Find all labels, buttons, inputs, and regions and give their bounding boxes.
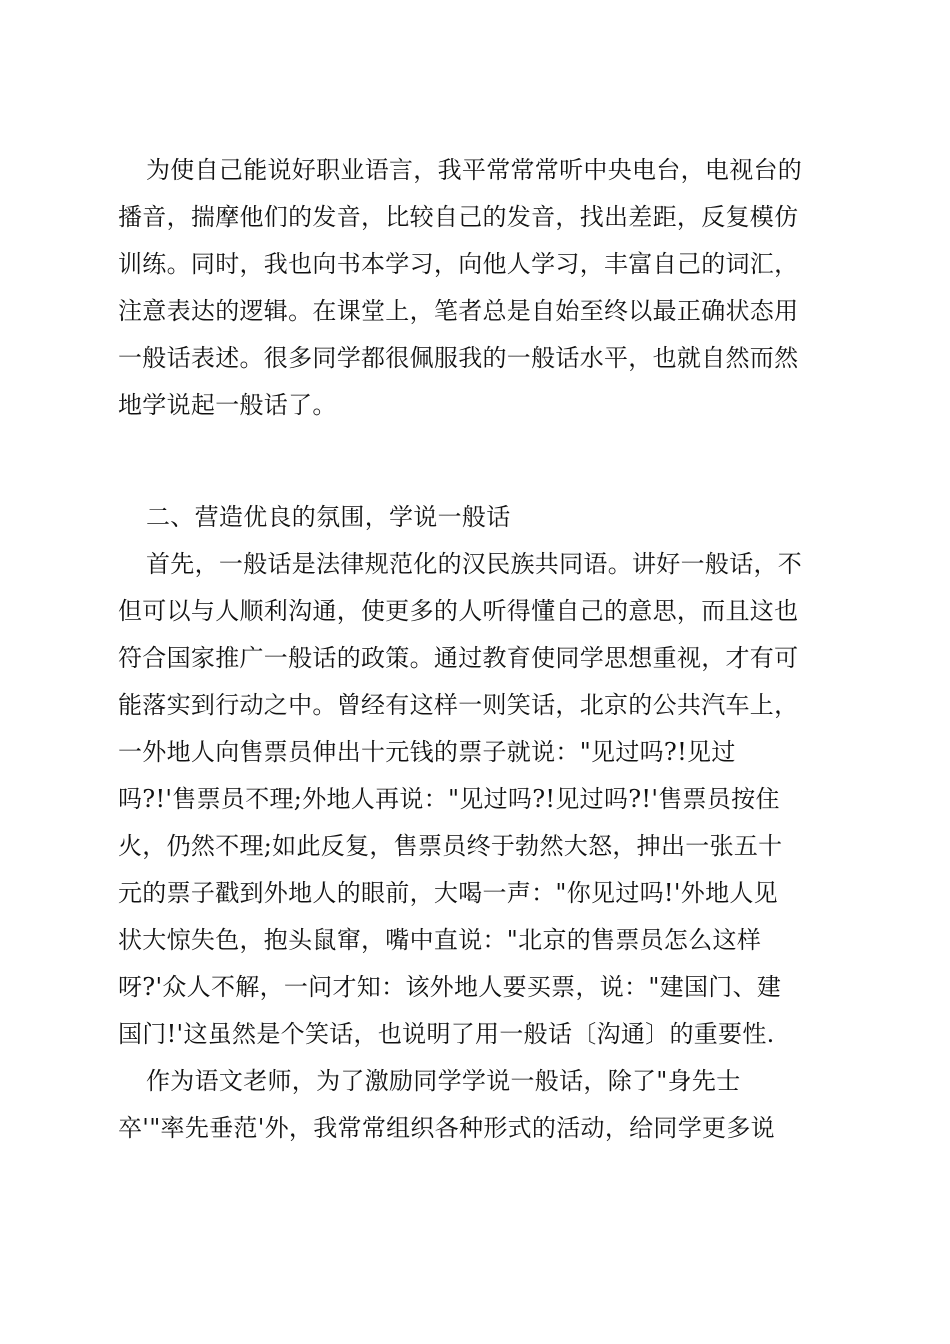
paragraph-2-line-5: 一外地人向售票员伸出十元钱的票子就说："见过吗?!见过 (118, 738, 736, 766)
paragraph-3-line-1: 作为语文老师，为了激励同学学说一般话，除了"身先士 (146, 1067, 741, 1095)
paragraph-2-line-8: 元的票子戳到外地人的眼前，大喝一声："你见过吗!'外地人见 (118, 879, 778, 907)
paragraph-2-line-1: 首先，一般话是法律规范化的汉民族共同语。讲好一般话，不 (146, 550, 803, 578)
paragraph-3-line-2: 卒'"率先垂范'外，我常常组织各种形式的活动，给同学更多说 (118, 1114, 775, 1142)
paragraph-1-line-3: 训练。同时，我也向书本学习，向他人学习，丰富自己的词汇， (118, 250, 799, 278)
paragraph-2-line-9: 状大惊失色，抱头鼠窜，嘴中直说："北京的售票员怎么这样 (118, 926, 762, 954)
paragraph-2-line-11: 国门!'这虽然是个笑话，也说明了用一般话〔沟通〕的重要性. (118, 1020, 775, 1048)
paragraph-2-line-3: 符合国家推广一般话的政策。通过教育使同学思想重视，才有可 (118, 644, 799, 672)
paragraph-1-line-4: 注意表达的逻辑。在课堂上，笔者总是自始至终以最正确状态用 (118, 297, 799, 325)
paragraph-1-line-2: 播音，揣摩他们的发音，比较自己的发音，找出差距，反复模仿 (118, 203, 799, 231)
paragraph-2-line-2: 但可以与人顺利沟通，使更多的人听得懂自己的意思，而且这也 (118, 597, 799, 625)
paragraph-1-line-1: 为使自己能说好职业语言，我平常常常听中央电台，电视台的 (146, 156, 803, 184)
paragraph-2-line-10: 呀?'众人不解，一问才知：该外地人要买票，说："建国门、建 (118, 973, 782, 1001)
section-heading: 二、营造优良的氛围，学说一般话 (146, 503, 511, 531)
paragraph-2-line-7: 火，仍然不理;如此反复，售票员终于勃然大怒，抻出一张五十 (118, 832, 783, 860)
paragraph-1-line-5: 一般话表述。很多同学都很佩服我的一般话水平，也就自然而然 (118, 344, 799, 372)
paragraph-2-line-4: 能落实到行动之中。曾经有这样一则笑话，北京的公共汽车上， (118, 691, 799, 719)
paragraph-2-line-6: 吗?!'售票员不理;外地人再说："见过吗?!见过吗?!'售票员按住 (118, 785, 780, 813)
paragraph-1-line-6: 地学说起一般话了。 (118, 391, 337, 419)
